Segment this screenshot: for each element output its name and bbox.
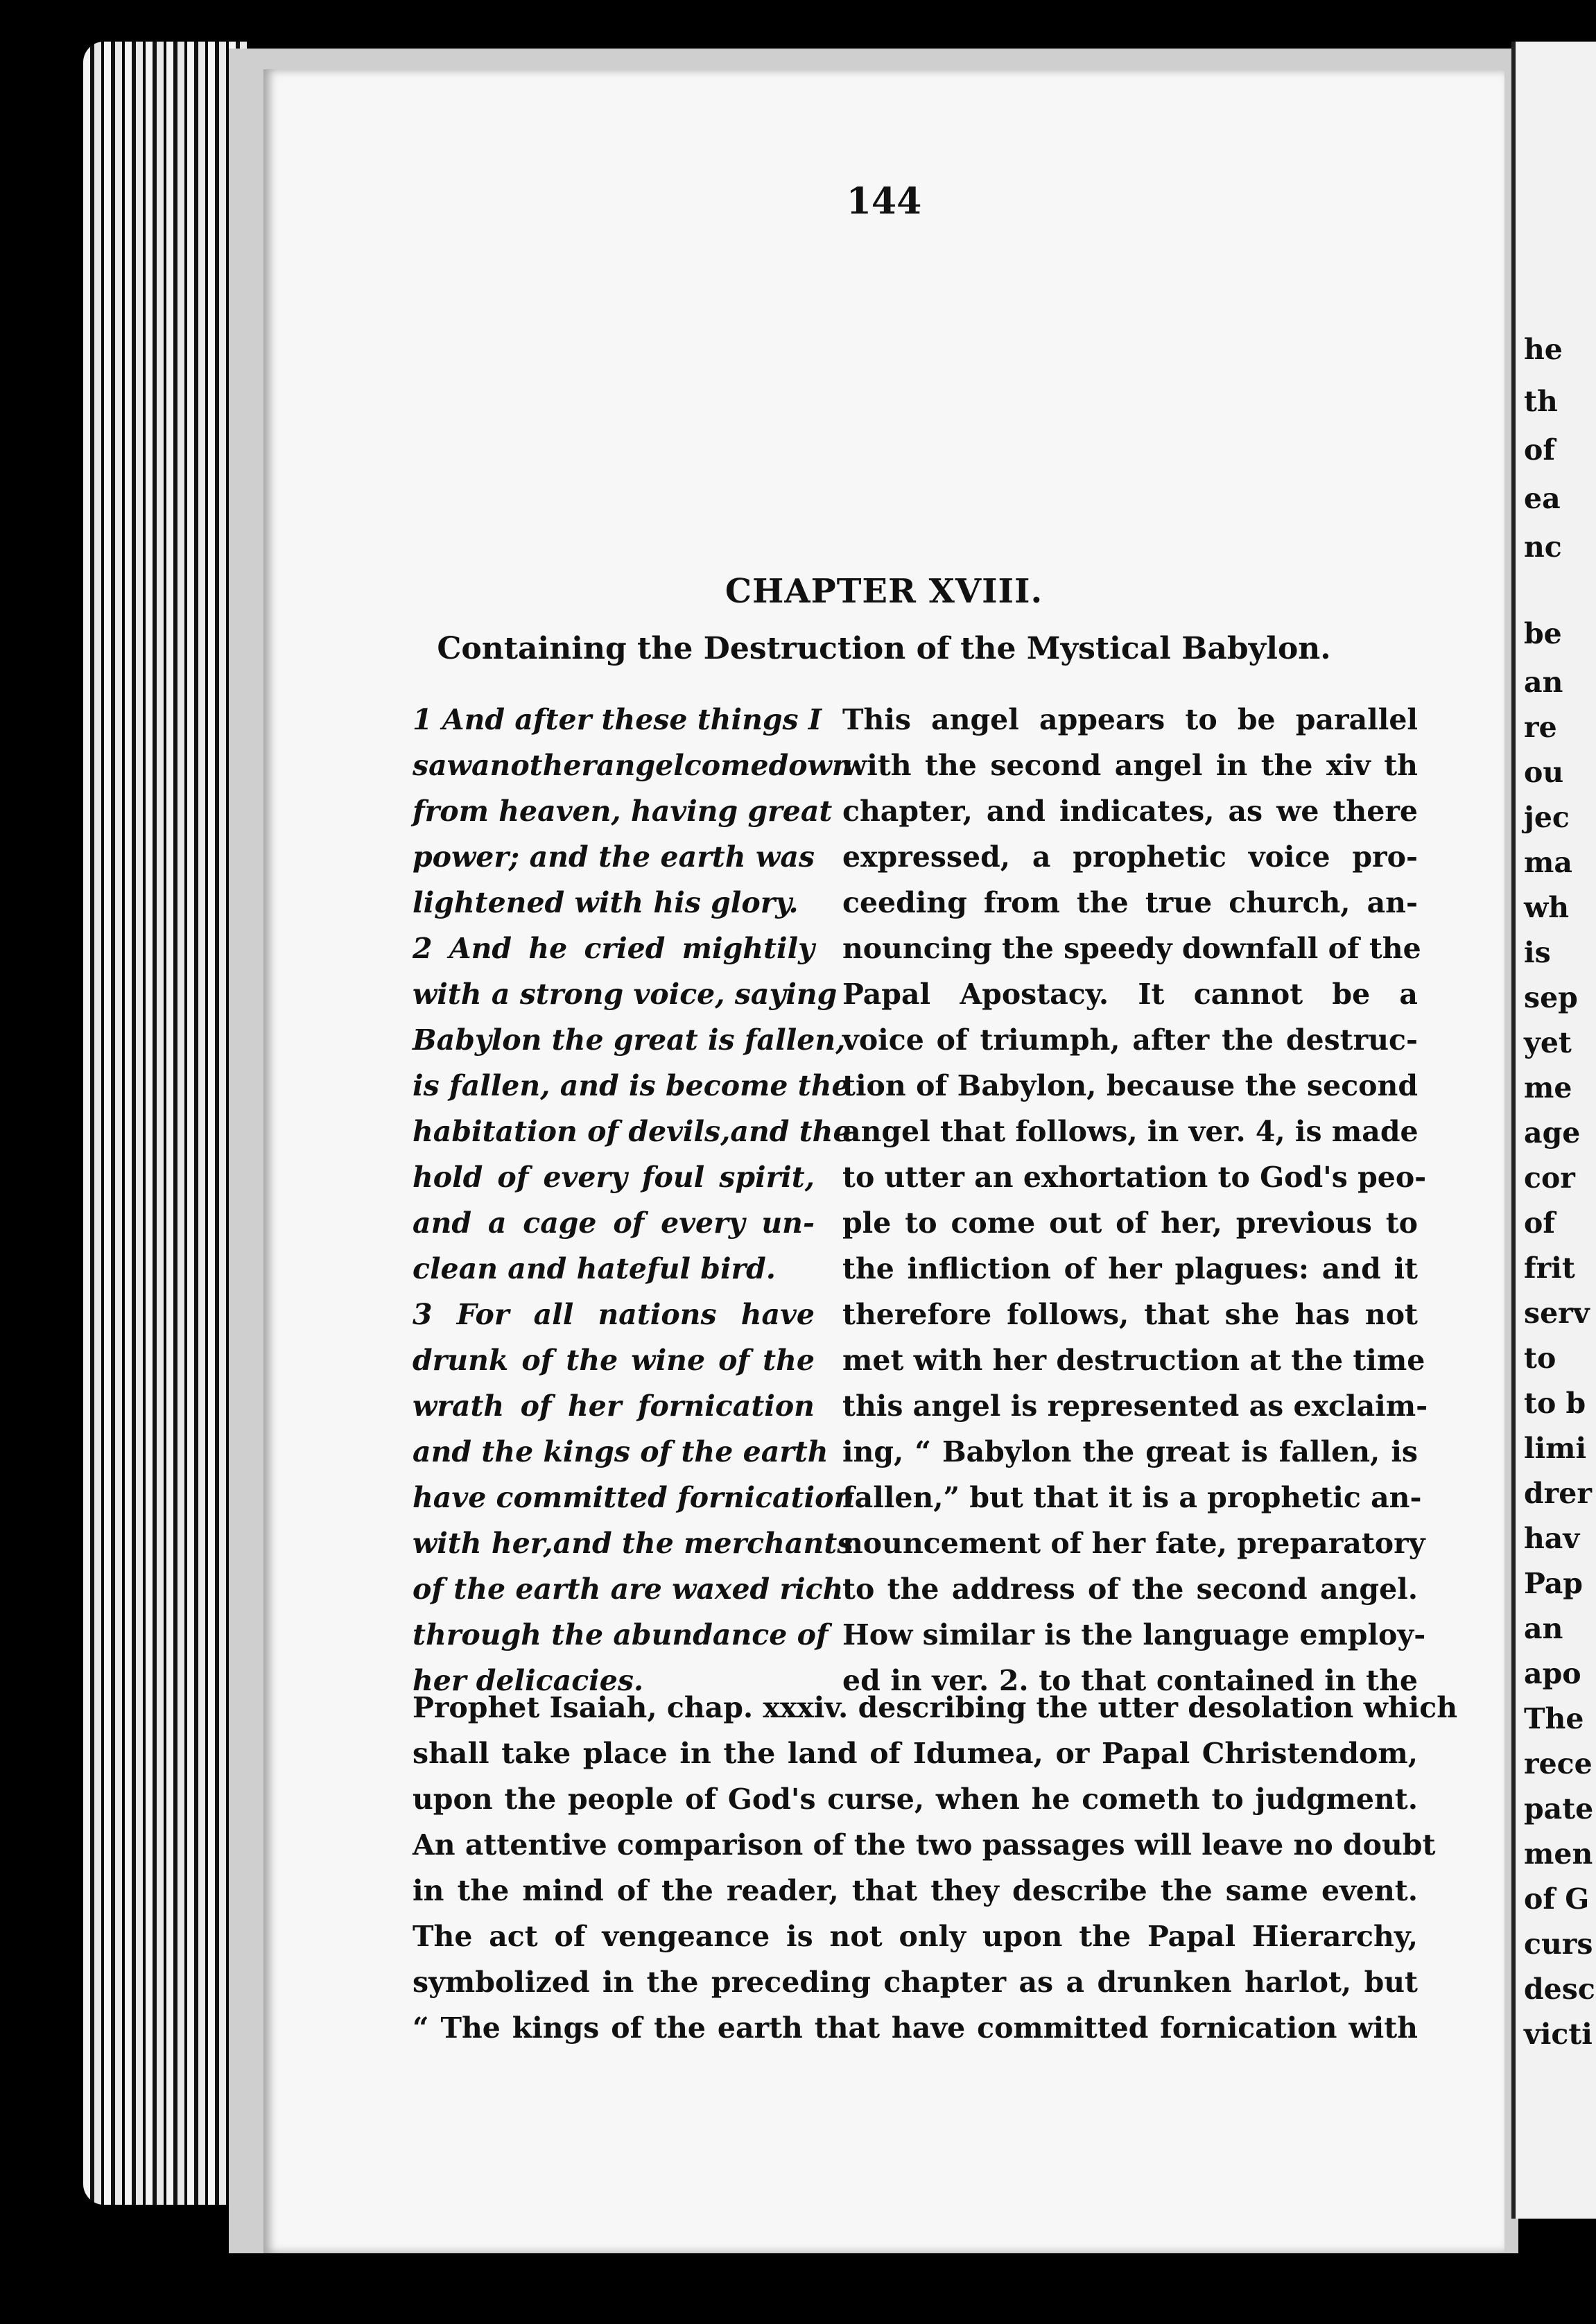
verse-line: Babylon the great is fallen,: [413, 1023, 846, 1057]
next-page-fragment: victi: [1524, 2018, 1593, 2051]
verse-line: have committed fornication: [413, 1481, 855, 1514]
next-page-fragment: ou: [1524, 756, 1564, 789]
next-page-fragment: hav: [1524, 1522, 1580, 1555]
next-page-fragment: curs: [1524, 1927, 1593, 1961]
next-page-fragment: desc: [1524, 1972, 1595, 2006]
next-page-fragment: frit: [1524, 1251, 1575, 1285]
continuation-line: “ The kings of the earth that have committed fornication with: [413, 2011, 1418, 2045]
next-page-fragment: re: [1524, 711, 1557, 744]
verse-line: 1 And after these things I: [413, 703, 822, 736]
chapter-subtitle: Containing the Destruction of the Mystical Babylon.: [437, 631, 1331, 666]
next-page-fragment: age: [1524, 1116, 1581, 1150]
commentary-line: Papal Apostacy. It cannot be a: [842, 978, 1418, 1011]
next-page-fragment: men: [1524, 1837, 1593, 1871]
commentary-line: the infliction of her plagues: and it: [842, 1252, 1418, 1285]
commentary-line: ceeding from the true church, an-: [842, 886, 1418, 919]
next-page-fragment: The: [1524, 1702, 1584, 1735]
continuation-line: shall take place in the land of Idumea, or Papal Christendom,: [413, 1737, 1418, 1770]
verse-line: and the kings of the earth: [413, 1435, 829, 1468]
verse-line: with a strong voice, saying: [413, 978, 838, 1011]
continuation-line: upon the people of God's curse, when he cometh to judgment.: [413, 1783, 1418, 1816]
next-page-fragment: of G: [1524, 1882, 1590, 1916]
chapter-title: CHAPTER XVIII.: [725, 572, 1043, 611]
commentary-line: tion of Babylon, because the second: [842, 1069, 1418, 1102]
commentary-line: this angel is represented as exclaim-: [842, 1389, 1428, 1423]
next-page-fragment: cor: [1524, 1161, 1575, 1195]
commentary-line: angel that follows, in ver. 4, is made: [842, 1115, 1419, 1148]
commentary-line: met with her destruction at the time: [842, 1344, 1425, 1377]
continuation-line: in the mind of the reader, that they describe the same event.: [413, 1874, 1418, 1907]
next-page-fragment: ma: [1524, 846, 1572, 879]
commentary-line: How similar is the language employ-: [842, 1618, 1426, 1651]
commentary-line: ple to come out of her, previous to: [842, 1206, 1418, 1240]
next-page-fragment: nc: [1524, 530, 1562, 564]
commentary-line: nouncement of her fate, preparatory: [842, 1527, 1425, 1560]
verse-line: from heaven, having great: [413, 795, 833, 828]
commentary-continuation: [413, 1685, 1458, 2051]
commentary-line: This angel appears to be parallel: [842, 703, 1418, 736]
next-page-fragment: th: [1524, 385, 1558, 418]
book-page: [263, 69, 1504, 2253]
verse-line: sawanotherangelcomedown: [413, 749, 853, 782]
verse-line: through the abundance of: [413, 1618, 829, 1651]
commentary-line: expressed, a prophetic voice pro-: [842, 840, 1418, 874]
continuation-line: Prophet Isaiah, chap. xxxiv. describing the utter desolation which: [413, 1691, 1458, 1724]
next-page-fragment: of: [1524, 1206, 1555, 1240]
next-page-fragment: pate: [1524, 1792, 1594, 1826]
commentary-line: chapter, and indicates, as we there: [842, 795, 1418, 828]
continuation-line: An attentive comparison of the two passages will leave no doubt: [413, 1828, 1436, 1862]
commentary-line: to utter an exhortation to God's peo-: [842, 1161, 1427, 1194]
commentary-column: [842, 697, 1428, 1703]
verse-line: habitation of devils,and the: [413, 1115, 851, 1148]
next-page-fragment: jec: [1524, 801, 1570, 834]
commentary-line: fallen,” but that it is a prophetic an-: [842, 1481, 1422, 1514]
scripture-verses: [413, 697, 855, 1703]
commentary-line: therefore follows, that she has not: [842, 1298, 1418, 1331]
next-page-fragment: ea: [1524, 482, 1561, 515]
next-page-fragment: wh: [1524, 891, 1570, 924]
next-page-fragment: be: [1524, 617, 1562, 650]
verse-line: power; and the earth was: [413, 840, 815, 874]
verse-line: hold of every foul spirit,: [413, 1161, 815, 1194]
next-page-fragment: Pap: [1524, 1567, 1583, 1600]
next-page-fragment: to: [1524, 1342, 1556, 1375]
book-fore-edge: [83, 42, 250, 2205]
verse-line: and a cage of every un-: [413, 1206, 815, 1240]
next-page-fragment: an: [1524, 1612, 1563, 1645]
commentary-line: ing, “ Babylon the great is fallen, is: [842, 1435, 1418, 1468]
next-page-fragment: rece: [1524, 1747, 1593, 1780]
next-page-fragment: an: [1524, 666, 1563, 699]
next-page-fragment: sep: [1524, 981, 1578, 1014]
verse-line: is fallen, and is become the: [413, 1069, 850, 1102]
continuation-line: symbolized in the preceding chapter as a drunken harlot, but: [413, 1966, 1418, 1999]
verse-line: her delicacies.: [413, 1664, 644, 1697]
next-page-fragment: drer: [1524, 1477, 1592, 1510]
next-page-fragment: me: [1524, 1071, 1572, 1104]
next-page-fragment: yet: [1524, 1026, 1572, 1059]
verse-line: with her,and the merchants: [413, 1527, 853, 1560]
continuation-line: The act of vengeance is not only upon the Papal Hierarchy,: [413, 1920, 1418, 1953]
next-page-fragment: he: [1524, 333, 1563, 366]
verse-line: clean and hateful bird.: [413, 1252, 777, 1285]
verse-line: wrath of her fornication: [413, 1389, 815, 1423]
commentary-line: with the second angel in the xiv th: [842, 749, 1418, 782]
verse-line: lightened with his glory.: [413, 886, 799, 919]
commentary-line: ed in ver. 2. to that contained in the: [842, 1664, 1418, 1697]
next-page-edge: [1511, 42, 1596, 2219]
commentary-line: to the address of the second angel.: [842, 1572, 1418, 1606]
next-page-fragment: serv: [1524, 1297, 1590, 1330]
next-page-fragment: of: [1524, 433, 1555, 467]
commentary-line: nouncing the speedy downfall of the: [842, 932, 1421, 965]
verse-line: 3 For all nations have: [413, 1298, 815, 1331]
page-number: 144: [846, 180, 922, 223]
next-page-fragment: to b: [1524, 1387, 1586, 1420]
verse-line: of the earth are waxed rich: [413, 1572, 844, 1606]
verse-line: 2 And he cried mightily: [413, 932, 815, 965]
next-page-fragment: limi: [1524, 1432, 1587, 1465]
commentary-line: voice of triumph, after the destruc-: [842, 1023, 1418, 1057]
verse-line: drunk of the wine of the: [413, 1344, 815, 1377]
next-page-fragment: is: [1524, 936, 1551, 969]
next-page-fragment: apo: [1524, 1657, 1581, 1690]
